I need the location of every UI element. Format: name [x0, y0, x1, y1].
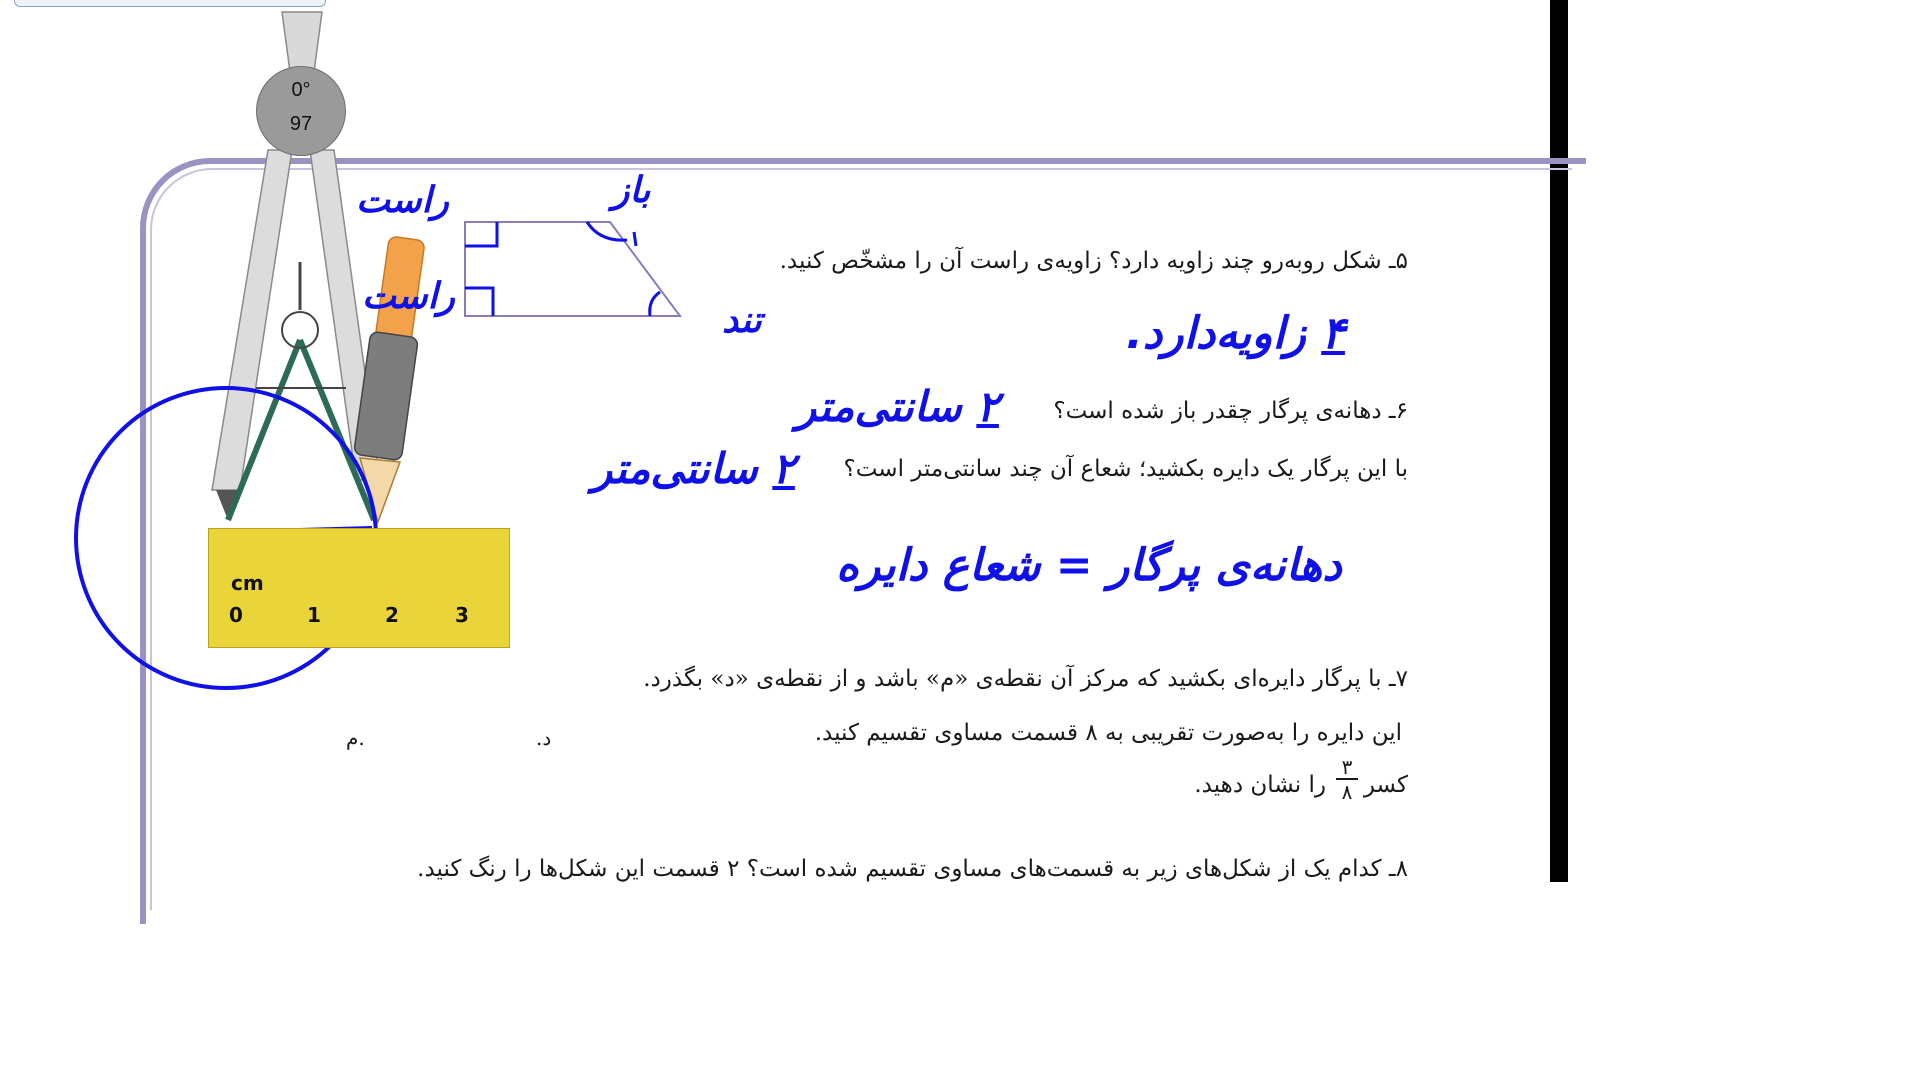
answer-6b-number: ۲: [772, 444, 795, 493]
question-6-line-2: با این پرگار یک دایره بکشید؛ شعاع آن چند سانتی‌متر است؟: [843, 456, 1408, 482]
point-d-label: د.: [536, 726, 552, 750]
fraction-denominator: ۸: [1341, 780, 1353, 804]
ruler-tick-2: 2: [385, 603, 399, 627]
ruler-tick-1: 1: [307, 603, 321, 627]
compass-handle: [282, 12, 322, 72]
ruler-tick-3: 3: [455, 603, 469, 627]
question-5: ۵ـ شکل روبه‌رو چند زاویه دارد؟ زاویه‌ی راست آن را مشخّص کنید.: [779, 248, 1408, 274]
answer-6b-text: سانتی‌متر: [592, 444, 758, 493]
question-7-line-2: این دایره را به‌صورت تقریبی به ۸ قسمت مساوی تقسیم کنید.: [814, 720, 1402, 746]
annotation-rast-bottom: راست: [362, 276, 455, 317]
fraction-numerator: ۳: [1336, 756, 1358, 780]
question-7-line-3-suffix: را نشان دهید.: [1194, 772, 1326, 798]
acute-angle-arc: [650, 292, 660, 316]
answer-6b: [592, 444, 795, 493]
annotation-tond: تند: [722, 300, 762, 341]
answer-5: [1126, 308, 1345, 359]
ruler-unit-label: cm: [231, 571, 264, 595]
annotation-rule: دهانه‌ی پرگار = شعاع دایره: [836, 540, 1342, 591]
compass-leg-left: [212, 150, 292, 490]
annotation-rast-top: راست: [356, 180, 449, 221]
annotation-stroke: [634, 232, 636, 246]
question-7-line-3-prefix: کسر: [1363, 772, 1408, 798]
question-8: ۸ـ کدام یک از شکل‌های زیر به قسمت‌های مساوی تقسیم شده است؟ ۲ قسمت این شکل‌ها را رنگ کنید.: [417, 856, 1408, 882]
ruler-tick-0: 0: [229, 603, 243, 627]
annotation-baz: باز: [612, 170, 651, 211]
answer-6-number: ۲: [976, 382, 999, 431]
pencil-holder: [354, 331, 419, 460]
right-angle-mark-bottom: [465, 288, 493, 316]
ruler: [208, 528, 510, 648]
question-6-line-1: ۶ـ دهانه‌ی پرگار چقدر باز شده است؟: [1053, 398, 1408, 424]
point-m-label: .م: [346, 726, 365, 750]
question-7-line-1: ۷ـ با پرگار دایره‌ای بکشید که مرکز آن نقطه‌ی «م» باشد و از نقطه‌ی «د» بگذرد.: [643, 666, 1408, 692]
compass-dial[interactable]: [256, 66, 346, 156]
answer-6: [796, 382, 999, 431]
answer-6-text: سانتی‌متر: [796, 382, 962, 431]
right-angle-mark-top: [465, 222, 497, 246]
answer-5-number: ۴: [1321, 308, 1345, 359]
answer-5-text: زاویه‌دارد.: [1126, 308, 1306, 359]
compass-value-readout: 97: [289, 113, 313, 135]
compass-angle-readout: 0°: [291, 79, 311, 101]
